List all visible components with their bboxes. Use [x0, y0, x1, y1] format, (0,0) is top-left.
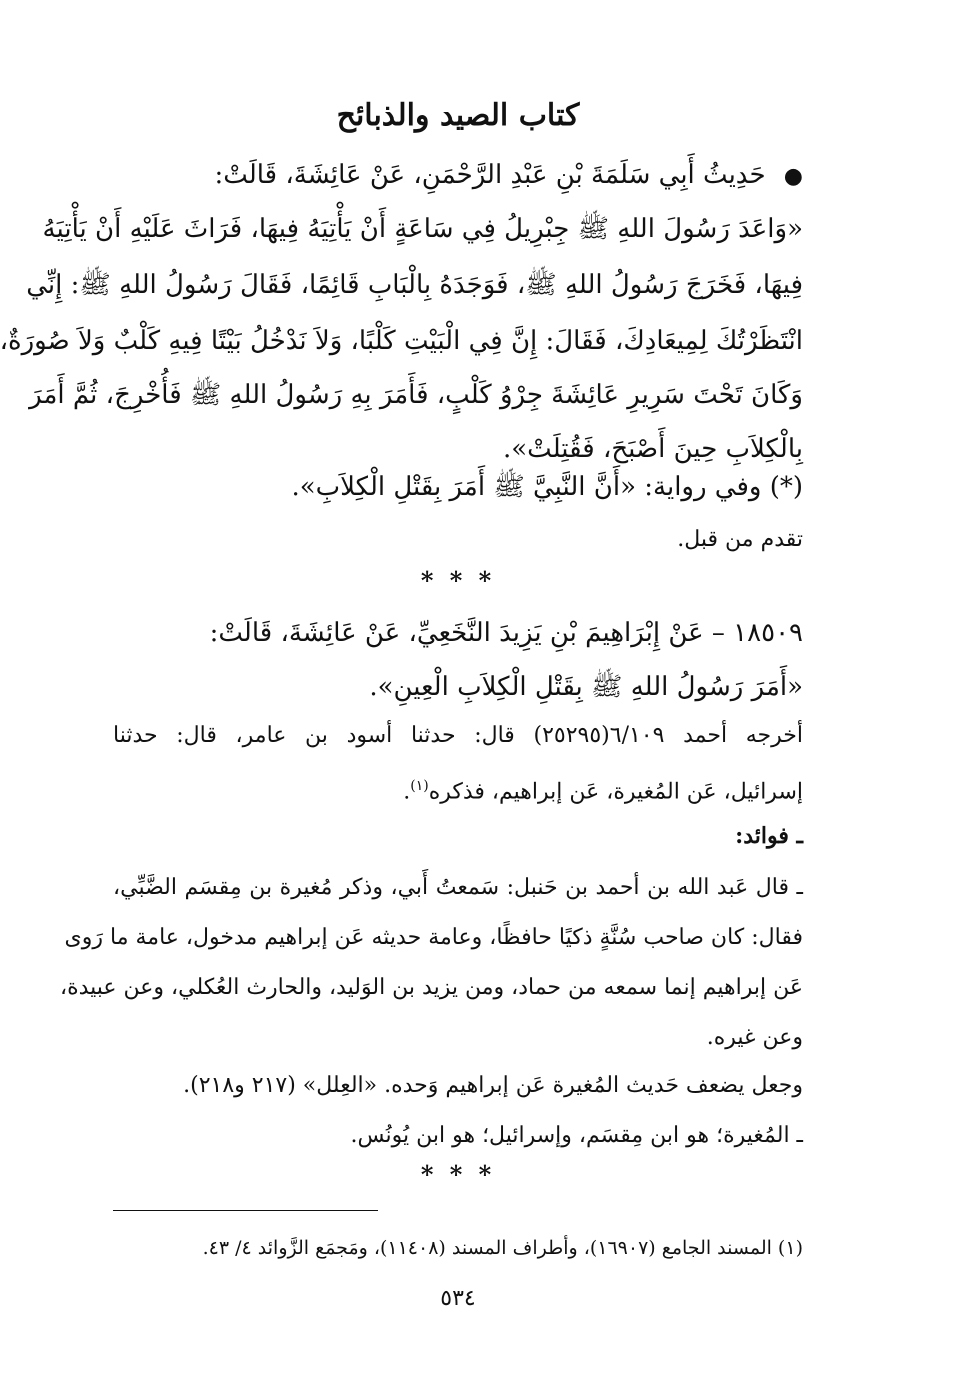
hadith1-heading-line — [113, 150, 803, 202]
bullet-icon: ● — [783, 164, 803, 189]
hadith1-line-2: فِيهَا، فَخَرَجَ رَسُولُ اللهِ ﷺ، فَوَجَدَهُ بِالْبَابِ قَائِمًا، فَقَالَ رَسُولُ اللهِ ﷺ: إِنِّي — [26, 270, 803, 300]
hadith1-line-1: «وَاعَدَ رَسُولَ اللهِ ﷺ جِبْرِيلُ فِي سَاعَةٍ أَنْ يَأْتِيَهُ فِيهَا، فَرَاثَ عَلَيْهِ أَنْ يَأْتِيَهُ — [42, 214, 803, 244]
fawaid-ilal-line: وجعل يضعف حَديث المُغيرة عَن إبراهيم وَحده. «العِلل» (٢١٧ و٢١٨). — [183, 1073, 803, 1098]
footnote-divider — [113, 1210, 378, 1211]
hadith2-matn: «أَمَرَ رَسُولُ اللهِ ﷺ بِقَتْلِ الْكِلاَبِ الْعِينِ». — [369, 672, 803, 702]
hadith1-note: تقدم من قبل. — [677, 527, 803, 552]
hadith2-isnad: عَنْ إِبْرَاهِيمَ بْنِ يَزِيدَ النَّخَعِيِّ، عَنْ عَائِشَةَ، قَالَتْ: — [209, 618, 704, 648]
separator-stars-2: * * * — [420, 1160, 496, 1189]
hadith2-number: ١٨٥٠٩ – — [711, 618, 803, 648]
fawaid-line-4: وعن غيره. — [706, 1025, 803, 1050]
takhrij-line-1: أخرجه أحمد ٦/١٠٩(٢٥٢٩٥) قال: حدثنا أسود بن عامر، قال: حدثنا — [113, 723, 803, 748]
fawaid-names-line: ـ المُغيرة؛ هو ابن مِقسَم، وإسرائيل؛ هو ابن يُونُس. — [350, 1123, 803, 1148]
hadith1-line-5: بِالْكِلاَبِ حِينَ أَصْبَحَ، فَقُتِلَتْ». — [503, 434, 803, 464]
fawaid-heading: ـ فوائد: — [735, 823, 803, 849]
hadith1-line-4: وَكَانَ تَحْتَ سَرِيرِ عَائِشَةَ جِرْوُ كَلْبٍ، فَأَمَرَ بِهِ رَسُولُ اللهِ ﷺ فَأُخْرِجَ، ثُمَّ أَمَرَ — [29, 380, 803, 410]
footnote-text: (١) المسند الجامع (١٦٩٠٧)، وأطراف المسند (١١٤٠٨)، ومَجمَع الزَّوائد ٤/ ٤٣. — [202, 1237, 803, 1259]
fawaid-line-1: ـ قال عَبد الله بن أحمد بن حَنبل: سَمعتُ أَبي، وذكر مُغيرة بن مِقسَم الضَّبِّي، — [113, 875, 803, 900]
page-number: ٥٣٤ — [440, 1286, 476, 1311]
page-title: كتاب الصيد والذبائح — [336, 98, 580, 133]
hadith1-line-3: انْتَظَرْتُكَ لِمِيعَادِكَ، فَقَالَ: إِنَّ فِي الْبَيْتِ كَلْبًا، وَلاَ نَدْخُلُ بَيْتًا فِيهِ كَلْبٌ وَلاَ صُورَةٌ، — [0, 326, 803, 356]
takhrij-line-2: إسرائيل، عَن المُغيرة، عَن إبراهيم، فذكره$^{(١)}$. — [403, 778, 803, 805]
takhrij-text: إسرائيل، عَن المُغيرة، عَن إبراهيم، فذكره — [428, 779, 803, 805]
hadith1-heading: حَدِيثُ أَبِي سَلَمَةَ بْنِ عَبْدِ الرَّحْمَنِ، عَنْ عَائِشَةَ، قَالَتْ: — [214, 160, 766, 190]
separator-stars: * * * — [420, 566, 496, 595]
fawaid-line-2: فقال: كان صاحب سُنَّةٍ ذكيًا حافظًا، وعامة حديثه عَن إبراهيم مدخول، عامة ما رَوى — [64, 925, 803, 950]
footnote-ref: (١) — [410, 778, 429, 794]
fawaid-line-3: عَن إبراهيم إنما سمعه من حماد، ومن يزيد بن الوَليد، والحارث العُكلي، وعن عبيدة، — [59, 975, 803, 1000]
hadith2-isnad-line — [113, 608, 803, 658]
hadith1-riwaya: (*) وفي رواية: «أَنَّ النَّبِيَّ ﷺ أَمَرَ بِقَتْلِ الْكِلاَبِ». — [291, 472, 803, 502]
